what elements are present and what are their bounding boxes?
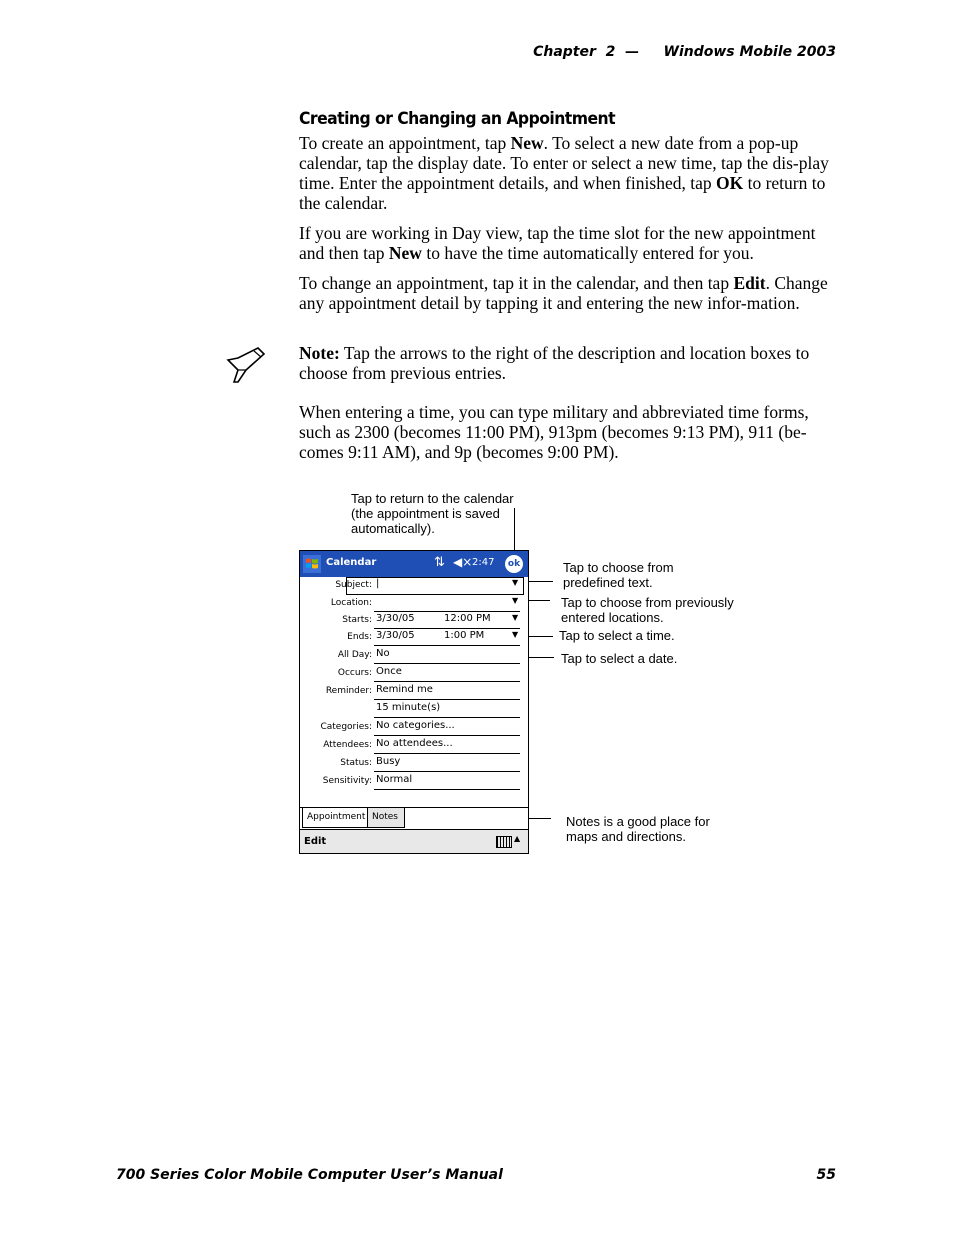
field-underline: [374, 681, 520, 682]
field-underline: [374, 663, 520, 664]
ok-button[interactable]: ok: [505, 555, 523, 573]
paragraph-create: [299, 133, 841, 213]
running-header: [533, 44, 836, 60]
bold-term: OK: [715, 173, 744, 193]
tab-notes[interactable]: Notes: [367, 808, 405, 828]
text-run: to return to the calendar.: [299, 173, 826, 213]
field-label: Starts:: [342, 615, 372, 625]
field-label: Categories:: [320, 722, 372, 732]
text-run: To create an appointment, tap: [299, 133, 511, 153]
dropdown-arrow-icon[interactable]: ▼: [512, 613, 519, 622]
field-underline: [374, 699, 520, 700]
clock-time: 2:47: [472, 557, 495, 568]
keyboard-icon[interactable]: [496, 836, 512, 848]
field-label: Sensitivity:: [322, 776, 372, 786]
field-underline: [374, 717, 520, 718]
field-value[interactable]: No: [376, 648, 390, 659]
time-value[interactable]: 12:00 PM: [444, 613, 491, 624]
field-value[interactable]: 15 minute(s): [376, 702, 441, 713]
leader-ok: [514, 508, 515, 554]
field-underline: [374, 753, 520, 754]
bold-term: New: [510, 133, 544, 153]
callout-subject: Tap to choose from predefined text.: [563, 560, 674, 590]
form-row[interactable]: [300, 577, 528, 594]
field-label: Subject:: [335, 580, 372, 590]
menu-bar: [300, 829, 528, 854]
app-title: Calendar: [326, 557, 377, 568]
field-label: Location:: [330, 598, 372, 608]
callout-ok: Tap to return to the calendar (the appointment is saved automatically).: [351, 491, 514, 536]
text-run: If you are working in Day view, tap the time slot for the new appointment and then tap: [299, 223, 816, 263]
field-value[interactable]: 3/30/05: [376, 613, 415, 624]
header-section: Windows Mobile 2003: [663, 44, 836, 60]
field-value[interactable]: No categories...: [376, 720, 455, 731]
section-heading: Creating or Changing an Appointment: [299, 109, 616, 129]
form-row[interactable]: [300, 755, 528, 772]
field-value[interactable]: Busy: [376, 756, 401, 767]
bold-term: Note:: [299, 343, 340, 363]
dropdown-arrow-icon[interactable]: ▼: [512, 578, 519, 587]
edit-menu[interactable]: Edit: [304, 836, 327, 847]
text-run: To change an appointment, tap it in the calendar, and then tap: [299, 273, 734, 293]
bold-term: Edit: [733, 273, 766, 293]
field-value[interactable]: Remind me: [376, 684, 433, 695]
form-row[interactable]: [300, 629, 528, 646]
footer-manual-title: 700 Series Color Mobile Computer User’s Manual: [116, 1167, 503, 1183]
tab-appointment[interactable]: Appointment: [302, 808, 370, 828]
header-chapter: Chapter 2 —: [533, 44, 640, 60]
windows-start-icon[interactable]: [303, 555, 321, 573]
field-value[interactable]: |: [376, 578, 380, 589]
field-underline: [374, 735, 520, 736]
note-paragraph: [299, 343, 841, 383]
form-row[interactable]: [300, 647, 528, 664]
page-number: 55: [816, 1167, 836, 1183]
note-pencil-icon: [224, 344, 266, 384]
bold-term: New: [388, 243, 422, 263]
field-underline: [374, 789, 520, 790]
field-value[interactable]: Normal: [376, 774, 413, 785]
form-row[interactable]: [300, 683, 528, 700]
field-label: Occurs:: [337, 668, 372, 678]
field-value[interactable]: 3/30/05: [376, 630, 415, 641]
text-run: Tap the arrows to the right of the description and location boxes to choose from previous entries.: [299, 343, 810, 383]
form-row[interactable]: [300, 701, 528, 718]
text-run: . Change any appointment detail by tapping it and entering the new infor-mation.: [299, 273, 828, 313]
form-row[interactable]: [300, 719, 528, 736]
field-label: Reminder:: [325, 686, 372, 696]
callout-date: Tap to select a date.: [561, 651, 678, 666]
field-underline: [374, 771, 520, 772]
form-row[interactable]: [300, 612, 528, 629]
form-row[interactable]: [300, 595, 528, 612]
sync-icon: ⇅: [434, 555, 445, 570]
field-label: Status:: [340, 758, 372, 768]
paragraph-time-forms: [299, 402, 841, 462]
time-value[interactable]: 1:00 PM: [444, 630, 485, 641]
text-run: . To select a new date from a pop-up calendar, tap the display date. To enter or select a new time, tap the dis-play time. Enter the appointment details, and when finished, tap: [299, 133, 829, 193]
field-underline: [374, 645, 520, 646]
dropdown-arrow-icon[interactable]: ▼: [512, 630, 519, 639]
title-bar: [300, 551, 528, 577]
field-label: All Day:: [337, 650, 372, 660]
form-row[interactable]: [300, 737, 528, 754]
speaker-icon[interactable]: ◀×: [453, 555, 473, 569]
tab-strip: [300, 807, 528, 828]
callout-time: Tap to select a time.: [559, 628, 675, 643]
field-label: Ends:: [347, 632, 372, 642]
text-run: to have the time automatically entered for you.: [421, 243, 754, 263]
text-run: When entering a time, you can type military and abbreviated time forms, such as 2300 (becomes 11:00 PM), 913pm (becomes 9:13 PM), 911 (be-comes 9:11 AM), and 9p (becomes 9:00 PM).: [299, 402, 809, 462]
paragraph-day-view: [299, 223, 841, 263]
paragraph-change: [299, 273, 841, 313]
form-row[interactable]: [300, 773, 528, 790]
callout-notes: Notes is a good place for maps and directions.: [566, 814, 710, 844]
calendar-screenshot: [299, 550, 529, 854]
field-value[interactable]: Once: [376, 666, 402, 677]
input-arrow-icon[interactable]: ▲: [514, 834, 521, 843]
field-label: Attendees:: [323, 740, 372, 750]
field-value[interactable]: No attendees...: [376, 738, 453, 749]
dropdown-arrow-icon[interactable]: ▼: [512, 596, 519, 605]
form-row[interactable]: [300, 665, 528, 682]
callout-location: Tap to choose from previously entered locations.: [561, 595, 734, 625]
